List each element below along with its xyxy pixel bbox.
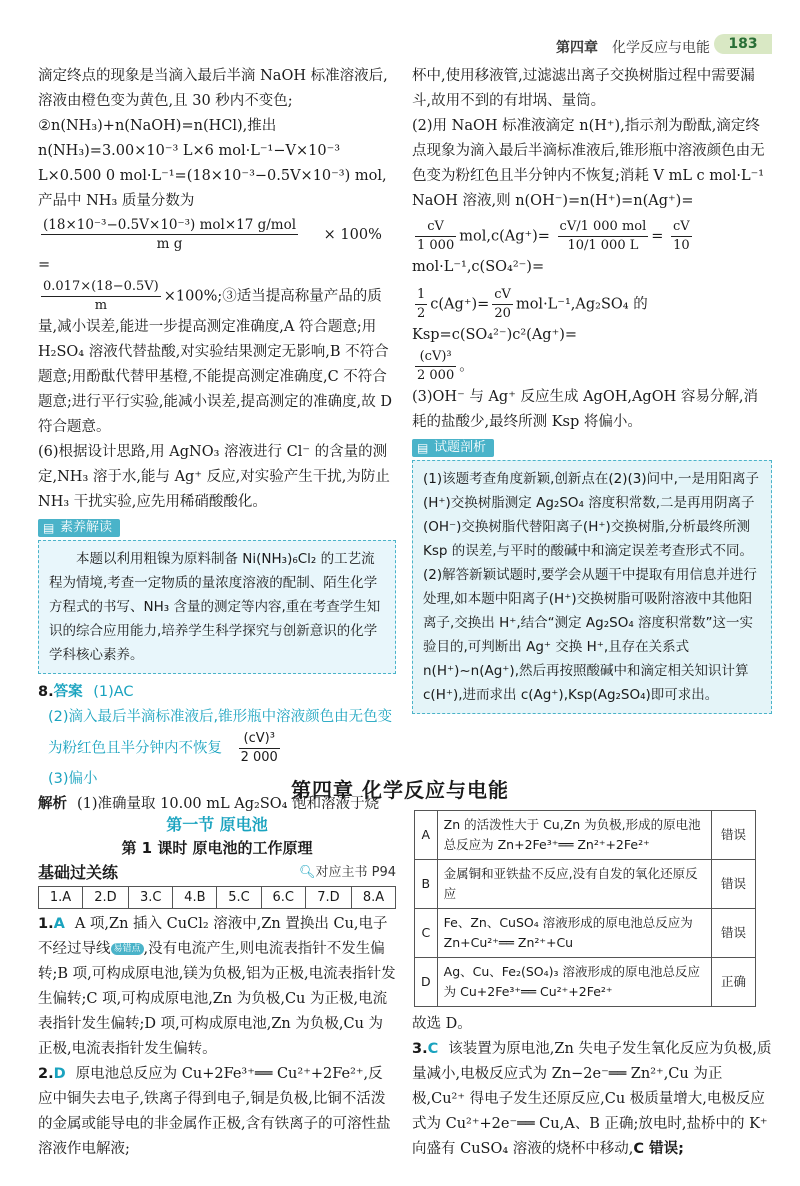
q8-frac-den: 2 000	[240, 750, 278, 765]
header-title	[556, 36, 710, 61]
eq-frac-2-den: 10/1 000 L	[567, 238, 639, 253]
table-row	[415, 811, 756, 860]
q8-analysis-label: 解析	[38, 796, 67, 812]
frac-tail: × 100% =	[38, 226, 382, 273]
left-para-1: 滴定终点的现象是当滴入最后半滴 NaOH 标准溶液后,溶液由橙色变为黄色,且 30 秒内不变色;	[38, 68, 388, 109]
right-eq-line-1	[412, 218, 772, 280]
q8-number: 8.	[38, 684, 54, 700]
jichu-label: 基础过关练	[38, 860, 118, 885]
section-title: 第一节 原电池	[166, 815, 268, 834]
answer-cell: 3.C	[129, 887, 173, 909]
table-judgement: 错误	[712, 909, 756, 958]
q2-conclusion: 故选 D。	[412, 1016, 472, 1032]
q8-answer-2-text: (2)滴入最后半滴标准液后,锥形瓶中溶液颜色由无色变为粉红色且半分钟内不恢复	[48, 709, 393, 757]
eq-frac-5	[492, 286, 513, 323]
jichu-ref-text: 对应主书 P94	[315, 865, 396, 880]
q1-explanation	[38, 912, 396, 1062]
eq-frac-4-num: 1	[415, 286, 427, 305]
eq-text-6: 。	[459, 358, 474, 375]
table-judgement: 正确	[712, 958, 756, 1007]
q8-answer-2	[38, 705, 396, 767]
q3-text: 该装置为原电池,Zn 失电子发生氧化反应为负极,质量减小,电极反应式为 Zn−2e⁻══ Zn²⁺,Cu 为正极,Cu²⁺ 得电子发生还原反应,Cu 极质量增大,电极反应式为 Cu²⁺+2e⁻══ Cu,A、B 正确;放电时,盐桥中的 K⁺ 向盛有 CuSO₄ 溶液的烧杯中移动,	[412, 1041, 772, 1157]
right-para-1: 杯中,使用移液管,过滤滤出离子交换树脂过程中需要漏斗,故用不到的有坩埚、量筒。	[412, 68, 755, 109]
q8-analysis-text: (1)准确量取 10.00 mL Ag₂SO₄ 饱和溶液于烧	[77, 796, 380, 812]
answer-cell: 8.A	[352, 887, 396, 909]
answer-cell: 1.A	[39, 887, 83, 909]
table-content: Zn 的活泼性大于 Cu,Zn 为负极,形成的原电池总反应为 Zn+2Fe³⁺══ Zn²⁺+2Fe²⁺	[437, 811, 711, 860]
eq-frac-4-den: 2	[417, 306, 426, 321]
header-chapter: 第四章	[556, 40, 598, 56]
table-letter: B	[415, 860, 438, 909]
eq-text-5: mol·L⁻¹,Ag₂SO₄ 的 Ksp=c(SO₄²⁻)c²(Ag⁺)=	[412, 296, 648, 343]
right-para-3: (3)OH⁻ 与 Ag⁺ 反应生成 AgOH,AgOH 容易分解,消耗的盐酸少,最终所测 Ksp 将偏小。	[412, 389, 758, 430]
q1-badge: 易错点	[111, 943, 144, 955]
eq-frac-1-den: 1 000	[417, 238, 455, 253]
mass-fraction-2	[41, 278, 161, 315]
q3-answer: C	[427, 1041, 439, 1057]
eq-frac-5-num: cV	[492, 286, 513, 305]
q2-answer: D	[53, 1066, 66, 1082]
right-column-bottom	[412, 1012, 772, 1162]
q8-answer-3: (3)偏小	[48, 771, 98, 787]
frac2-num: 0.017×(18−0.5V)	[41, 278, 161, 297]
eq-frac-4	[415, 286, 427, 323]
page-number: 183	[714, 34, 772, 54]
eq-frac-6-num: (cV)³	[415, 348, 456, 367]
left-para-4: (6)根据设计思路,用 AgNO₃ 溶液进行 Cl⁻ 的含量的测定,NH₃ 溶于水,能与 Ag⁺ 反应,对实验产生干扰,为防止 NH₃ 干扰实验,应先用稀硝酸酸化。	[38, 444, 390, 510]
right-eq-line-2	[412, 286, 772, 348]
left-column-bottom	[38, 912, 396, 1162]
q8-answer-label: 答案	[53, 684, 83, 700]
q8-answer-1: (1)AC	[93, 684, 134, 700]
answer-cell: 7.D	[305, 887, 351, 909]
answer-cell: 2.D	[82, 887, 128, 909]
table-letter: A	[415, 811, 438, 860]
left-para-2: ②n(NH₃)+n(NaOH)=n(HCl),推出 n(NH₃)=3.00×10⁻³ L×6 mol·L⁻¹−V×10⁻³ L×0.500 0 mol·L⁻¹=(18×10⁻³−0.5V×10⁻³) mol,产品中 NH₃ 质量分数为	[38, 118, 387, 209]
answer-cell: 4.B	[173, 887, 217, 909]
left-para-3	[38, 278, 396, 440]
q3-tail: C 错误;	[633, 1141, 684, 1157]
table-row	[415, 860, 756, 909]
eq-frac-6-den: 2 000	[417, 368, 455, 383]
shiti-para-1: (1)该题考查角度新颖,创新点在(2)(3)问中,一是用阳离子(H⁺)交换树脂测定 Ag₂SO₄ 溶度积常数,二是再用阴离子(OH⁻)交换树脂代替阳离子(H⁺)交换树脂,分析最终所测 Ksp 的误差,与平时的酸碱中和滴定误差考查形式不同。	[423, 471, 759, 559]
suyang-tag: ▤ 素养解读	[38, 519, 120, 537]
search-icon: 🔍︎	[298, 865, 316, 880]
chapter-title: 第四章 化学反应与电能	[291, 778, 509, 802]
q8-frac-num: (cV)³	[239, 730, 280, 749]
frac2-den: m	[94, 298, 108, 313]
q8-answer	[38, 680, 396, 705]
eq-frac-3	[671, 218, 692, 255]
left-para-3-text: ×100%;③适当提高称量产品的质量,减小误差,能进一步提高测定准确度,A 符合题意;用 H₂SO₄ 溶液代替盐酸,对实验结果测定无影响,B 不符合题意;用酚酞代替甲基橙,不能提高测定准确度,C 不符合题意;进行平行实验,能减小误差,提高测定的准确度,故 D 符合题意。	[38, 288, 392, 435]
q8-answer-2-frac	[239, 730, 280, 767]
q1-number: 1.	[38, 916, 54, 932]
eq-frac-1-num: cV	[415, 218, 456, 237]
q3-number: 3.	[412, 1041, 428, 1057]
table-judgement: 错误	[712, 860, 756, 909]
table-content: 金属铜和亚铁盐不反应,没有自发的氧化还原反应	[437, 860, 711, 909]
frac-numerator: (18×10⁻³−0.5V×10⁻³) mol×17 g/mol	[43, 217, 297, 233]
eq-frac-6	[415, 348, 456, 385]
eq-frac-2-num: cV/1 000 mol	[558, 218, 649, 237]
right-column-top	[412, 64, 772, 714]
jichu-header	[38, 860, 396, 884]
answer-cell: 5.C	[217, 887, 261, 909]
eq-text-2: =	[651, 228, 664, 245]
table-row	[415, 909, 756, 958]
table-judgement: 错误	[712, 811, 756, 860]
table-row	[415, 958, 756, 1007]
jichu-ref	[299, 860, 396, 885]
answer-row	[39, 887, 396, 909]
mass-fraction	[41, 216, 298, 253]
eq-frac-3-den: 10	[673, 238, 690, 253]
eq-frac-2	[558, 218, 649, 255]
eq-text-4: c(Ag⁺)=	[430, 296, 490, 313]
right-eq-line-3	[412, 348, 772, 385]
table-content: Fe、Zn、CuSO₄ 溶液形成的原电池总反应为 Zn+Cu²⁺══ Zn²⁺+Cu	[437, 909, 711, 958]
suyang-text: 本题以利用粗镍为原料制备 Ni(NH₃)₆Cl₂ 的工艺流程为情境,考查一定物质的量浓度溶液的配制、陌生化学方程式的书写、NH₃ 含量的测定等内容,重在考查学生知识的综合应用能力,培养学生科学探究与创新意识的化学学科核心素养。	[49, 551, 381, 663]
q1-text-2: ,没有电流产生,则电流表指针不发生偏转;B 项,可构成原电池,镁为负极,铝为正极,电流表指针发生偏转;C 项,可构成原电池,Zn 为负极,Cu 为正极,电流表指针发生偏转;D 项,可构成原电池,Zn 为负极,Cu 为正极,电流表指针发生偏转。	[38, 941, 396, 1057]
eq-frac-3-num: cV	[671, 218, 692, 237]
judgement-table	[414, 810, 756, 1007]
eq-frac-5-den: 20	[494, 306, 511, 321]
q1-answer: A	[53, 916, 65, 932]
table-content: Ag、Cu、Fe₂(SO₄)₃ 溶液形成的原电池总反应为 Cu+2Fe³⁺══ Cu²⁺+2Fe²⁺	[437, 958, 711, 1007]
answer-grid	[38, 886, 396, 909]
right-para-2: (2)用 NaOH 标准液滴定 n(H⁺),指示剂为酚酞,滴定终点现象为滴入最后半滴标准液后,锥形瓶中溶液颜色由无色变为粉红色且半分钟内不恢复;消耗 V mL c mol·L⁻¹ NaOH 溶液,则 n(OH⁻)=n(H⁺)=n(Ag⁺)=	[412, 118, 765, 209]
table-letter: D	[415, 958, 438, 1007]
left-frac-line	[38, 216, 396, 278]
suyang-box	[38, 540, 396, 674]
q3-explanation	[412, 1037, 772, 1162]
eq-text-1: mol,c(Ag⁺)=	[459, 228, 550, 245]
answer-cell: 6.C	[261, 887, 305, 909]
q2-explanation	[38, 1062, 396, 1162]
q1-text: A 项,Zn 插入 CuCl₂ 溶液中,Zn 置换出 Cu,电子不经过导线	[38, 916, 388, 957]
q2-number: 2.	[38, 1066, 54, 1082]
header-subject: 化学反应与电能	[612, 40, 710, 56]
shiti-box	[412, 460, 772, 714]
page-header	[0, 0, 800, 56]
left-column-top	[38, 64, 396, 817]
shiti-para-2: (2)解答新颖试题时,要学会从题干中提取有用信息并进行处理,如本题中阳离子(H⁺)交换树脂可吸附溶液中其他阳离子,交换出 H⁺,结合“测定 Ag₂SO₄ 溶度积常数”这一实验目的,可判断出 Ag⁺ 交换 H⁺,且存在关系式 n(H⁺)~n(Ag⁺),然后再按照酸碱中和滴定相关知识计算 c(H⁺),进而求出 c(Ag⁺),Ksp(Ag₂SO₄)即可求出。	[423, 567, 757, 703]
shiti-tag: ▤ 试题剖析	[412, 439, 494, 457]
eq-frac-1	[415, 218, 456, 255]
lesson-title: 第 1 课时 原电池的工作原理	[121, 839, 313, 857]
frac-denominator: m g	[156, 236, 183, 252]
q2-text: 原电池总反应为 Cu+2Fe³⁺══ Cu²⁺+2Fe²⁺,反应中铜失去电子,铁离子得到电子,铜是负极,比铜不活泼的金属或能导电的非金属作正极,含有铁离子的可溶性盐溶液作电解液;	[38, 1066, 391, 1157]
eq-text-3: mol·L⁻¹,c(SO₄²⁻)=	[412, 259, 545, 275]
table-letter: C	[415, 909, 438, 958]
